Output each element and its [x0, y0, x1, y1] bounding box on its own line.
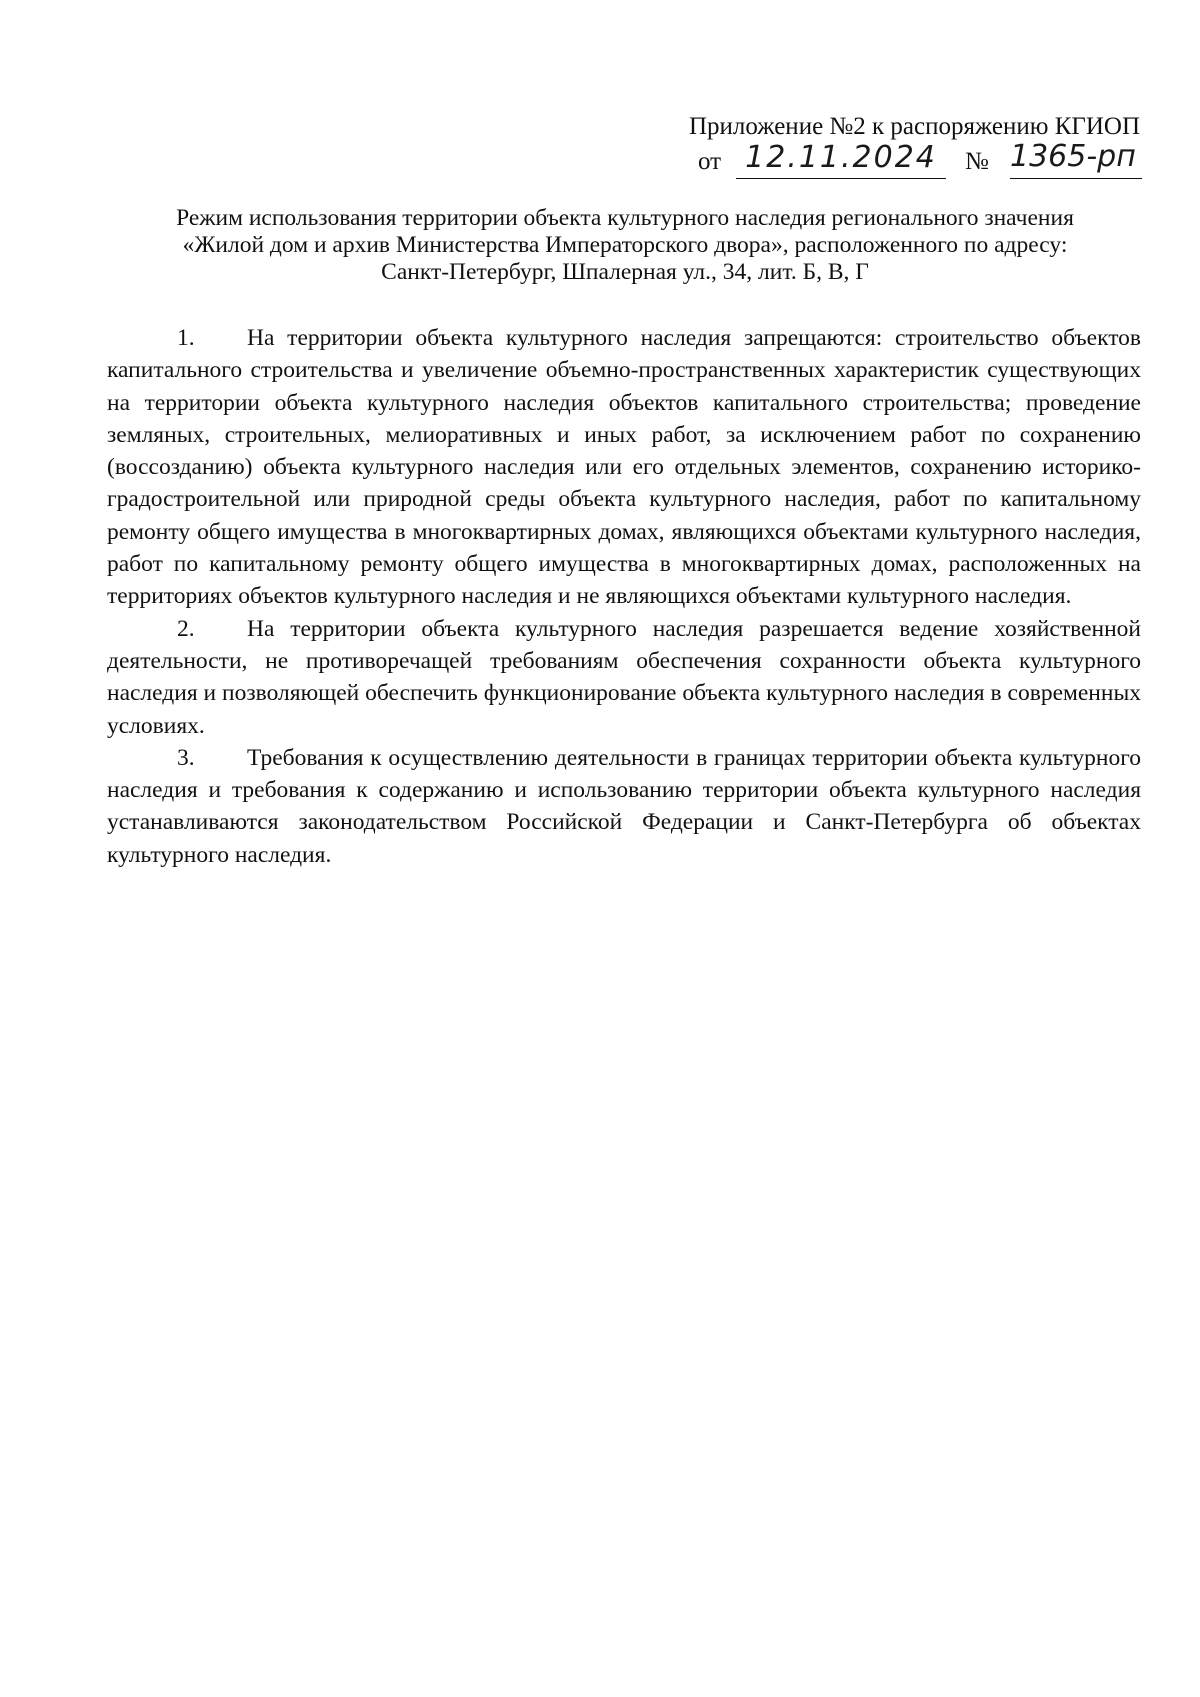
paragraph-text: На территории объекта культурного наследия разрешается ведение хозяйственной деятельности, не противоречащей требованиям обеспечения сохранности объекта культурного наследия и позволяющей обеспечить функционирование объекта культурного наследия в современных условиях.: [107, 615, 1141, 739]
paragraph-3: [107, 742, 1141, 871]
handwritten-date: 12.11.2024: [736, 140, 946, 179]
paragraph-2: [107, 613, 1141, 742]
document-body: [107, 322, 1141, 871]
paragraph-text: Требования к осуществлению деятельности в границах территории объекта культурного наследия и требования к содержанию и использованию территории объекта культурного наследия устанавливаются законодательством Российской Федерации и Санкт-Петербурга об объектах культурного наследия.: [107, 744, 1141, 868]
appendix-date-number-line: [660, 139, 1140, 184]
appendix-title: Приложение №2 к распоряжению КГИОП: [688, 113, 1140, 140]
appendix-header: [660, 112, 1140, 184]
document-title: [105, 205, 1145, 286]
handwritten-number: 1365-рп: [1010, 138, 1142, 179]
paragraph-number: 2.: [177, 615, 195, 642]
title-line-3: Санкт-Петербург, Шпалерная ул., 34, лит. Б, В, Г: [381, 259, 869, 285]
date-prefix: от: [698, 148, 722, 175]
paragraph-number: 3.: [177, 744, 195, 771]
paragraph-number: 1.: [177, 325, 195, 351]
title-line-2: «Жилой дом и архив Министерства Императорского двора», расположенного по адресу:: [182, 232, 1068, 258]
title-line-1: Режим использования территории объекта культурного наследия регионального значения: [176, 205, 1074, 231]
paragraph-1: [107, 322, 1141, 613]
paragraph-text: На территории объекта культурного наследия запрещаются: строительство объектов капитального строительства и увеличение объемно-пространственных характеристик существующих на территории объекта культурного наследия объектов капитального строительства; проведение земляных, строительных, мелиоративных и иных работ, за исключением работ по сохранению (воссозданию) объекта культурного наследия или его отдельных элементов, сохранению историко-градостроительной или природной среды объекта культурного наследия, работ по капитальному ремонту общего имущества в многоквартирных домах, являющихся объектами культурного наследия, работ по капитальному ремонту общего имущества в многоквартирных домах, расположенных на территориях объектов культурного наследия и не являющихся объектами культурного наследия.: [107, 325, 1141, 610]
number-prefix: №: [965, 148, 989, 175]
